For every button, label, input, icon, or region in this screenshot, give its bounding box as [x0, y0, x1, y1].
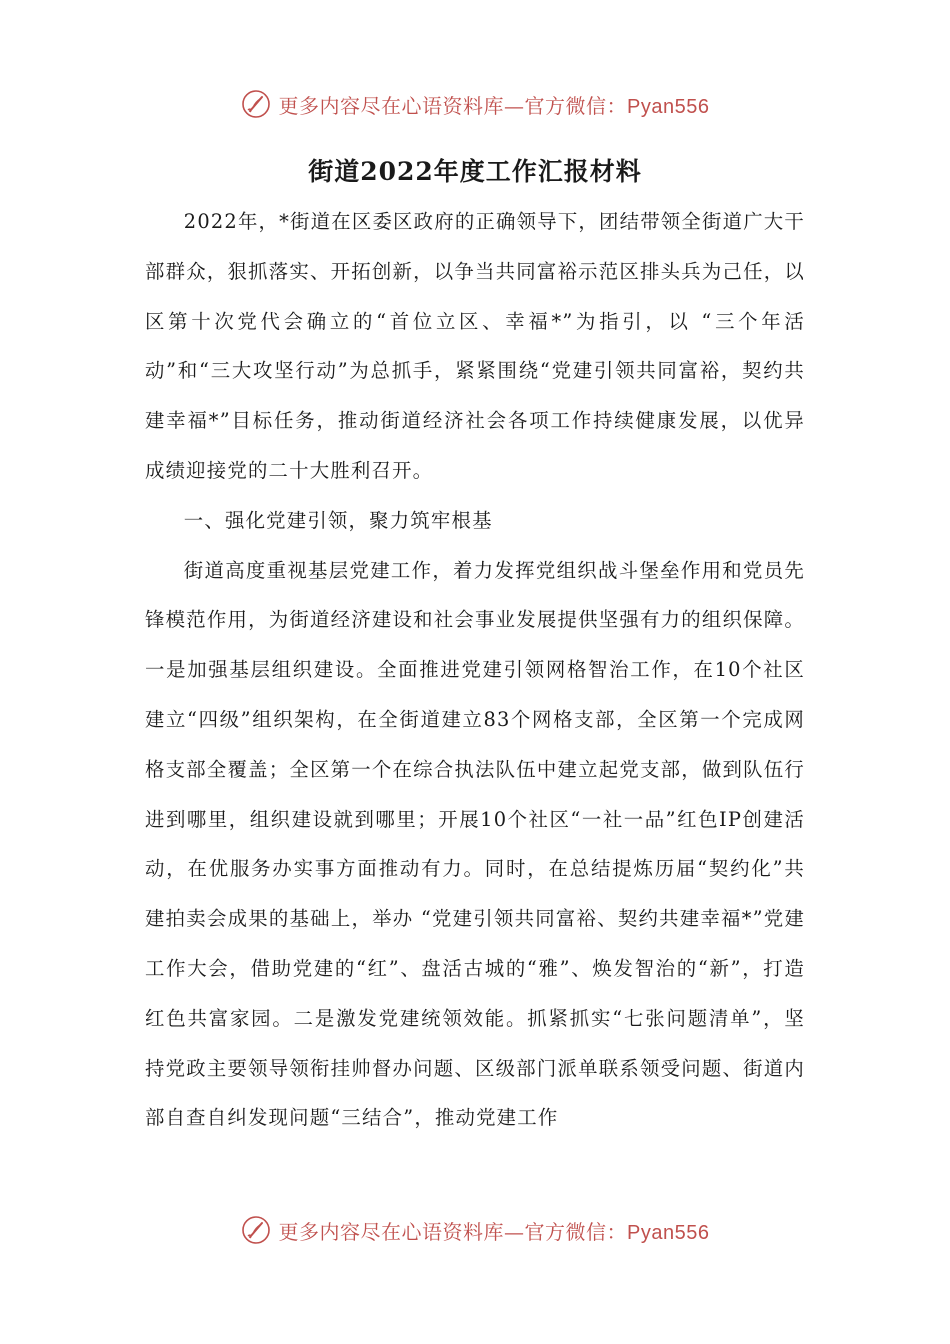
quill-logo-icon [241, 89, 271, 119]
watermark-footer [0, 1210, 950, 1250]
intro-paragraph: 2022年，*街道在区委区政府的正确领导下，团结带领全街道广大干部群众，狠抓落实、开拓创新，以争当共同富裕示范区排头兵为己任，以区第十次党代会确立的“首位立区、幸福*”为指引，以 “三个年活动”和“三大攻坚行动”为总抓手，紧紧围绕“党建引领共同富裕，契约共建幸福*”目标任务，推动街道经济社会各项工作持续健康发展，以优异成绩迎接党的二十大胜利召开。 [145, 210, 805, 482]
section-heading-1: 一、强化党建引领，聚力筑牢根基 [183, 508, 493, 532]
watermark-text: 更多内容尽在心语资料库—官方微信：Pyan556 [278, 93, 710, 118]
section-1-paragraph: 街道高度重视基层党建工作，着力发挥党组织战斗堡垒作用和党员先锋模范作用，为街道经济建设和社会事业发展提供坚强有力的组织保障。一是加强基层组织建设。全面推进党建引领网格智治工作，在10个社区建立“四级”组织架构，在全街道建立83个网格支部，全区第一个完成网格支部全覆盖；全区第一个在综合执法队伍中建立起党支部，做到队伍行进到哪里，组织建设就到哪里；开展10个社区“一社一品”红色IP创建活动，在优服务办实事方面推动有力。同时，在总结提炼历届“契约化”共建拍卖会成果的基础上，举办 “党建引领共同富裕、契约共建幸福*”党建工作大会，借助党建的“红”、盘活古城的“雅”、焕发智治的“新”，打造红色共富家园。二是激发党建统领效能。抓紧抓实“七张问题清单”，坚持党政主要领导领衔挂帅督办问题、区级部门派单联系领受问题、街道内部自查自纠发现问题“三结合”，推动党建工作 [145, 558, 805, 1130]
document-body [145, 197, 805, 1143]
watermark-header [0, 84, 950, 124]
watermark-text: 更多内容尽在心语资料库—官方微信：Pyan556 [278, 1219, 710, 1244]
document-title: 街道2022年度工作汇报材料 [308, 157, 642, 186]
quill-logo-icon [241, 1215, 271, 1245]
